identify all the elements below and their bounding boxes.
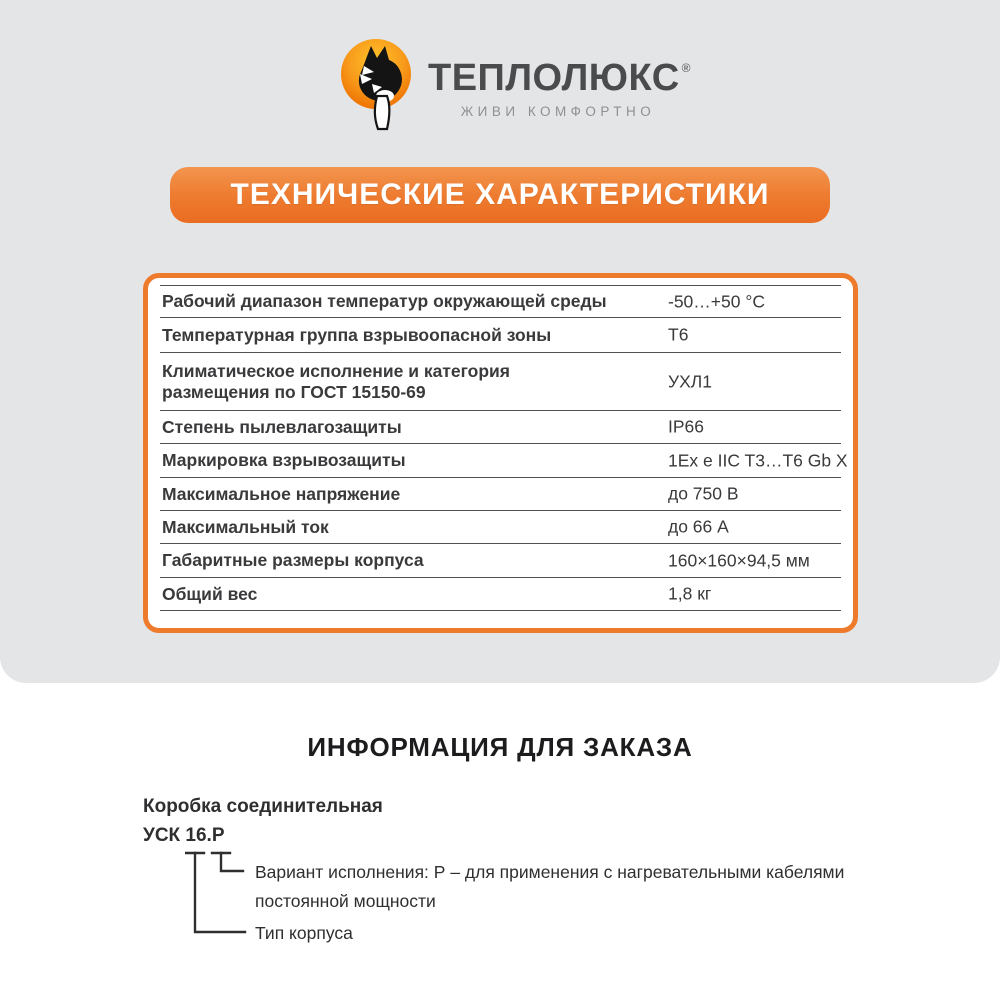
cat-logo-icon xyxy=(338,36,414,132)
spec-value: 1Ex e IIC T3…T6 Gb X xyxy=(668,450,848,470)
section-banner xyxy=(170,167,830,223)
product-name: Коробка соединительная xyxy=(143,796,383,817)
model-code-callout-lines xyxy=(185,850,255,938)
brand-text: ТЕПЛОЛЮКС xyxy=(428,57,680,99)
spec-value: 160×160×94,5 мм xyxy=(668,550,810,570)
variant-callout-line1: Вариант исполнения: Р – для применения с нагревательными кабелями xyxy=(255,862,845,882)
table-row xyxy=(160,511,841,544)
spec-value: -50…+50 °C xyxy=(668,291,765,311)
trademark-symbol: ® xyxy=(681,61,691,75)
spec-label: Степень пылевлагозащиты xyxy=(162,416,402,437)
body-type-callout-text: Тип корпуса xyxy=(255,923,353,943)
table-row xyxy=(160,478,841,511)
order-section-heading: ИНФОРМАЦИЯ ДЛЯ ЗАКАЗА xyxy=(307,732,693,762)
table-row xyxy=(160,578,841,611)
spec-label: Габаритные размеры корпуса xyxy=(162,550,424,570)
table-row xyxy=(160,444,848,478)
table-row xyxy=(160,544,841,578)
table-row xyxy=(160,353,841,411)
brand-block xyxy=(428,48,691,119)
spec-table xyxy=(143,273,858,633)
spec-value: до 66 А xyxy=(668,516,729,537)
table-row xyxy=(160,411,841,444)
model-code: УСК 16.Р xyxy=(143,825,225,846)
variant-callout-text xyxy=(255,858,915,916)
brand-tagline: ЖИВИ КОМФОРТНО xyxy=(460,104,656,119)
spec-label-line1: Климатическое исполнение и категория xyxy=(162,360,511,381)
variant-callout-line2: постоянной мощности xyxy=(255,891,436,911)
spec-label: Рабочий диапазон температур окружающей среды xyxy=(162,291,607,311)
spec-value: 1,8 кг xyxy=(668,583,712,604)
spec-value: до 750 В xyxy=(668,483,739,504)
spec-value: IP66 xyxy=(668,416,704,437)
spec-value: Т6 xyxy=(668,324,689,345)
spec-label: Максимальный ток xyxy=(162,516,329,537)
spec-label: Общий вес xyxy=(162,583,258,604)
table-row xyxy=(160,285,841,318)
spec-value: УХЛ1 xyxy=(668,371,713,391)
section-banner-title: ТЕХНИЧЕСКИЕ ХАРАКТЕРИСТИКИ xyxy=(230,178,770,211)
spec-label: Максимальное напряжение xyxy=(162,483,401,504)
spec-label: Маркировка взрывозащиты xyxy=(162,450,406,470)
brand-name xyxy=(428,48,691,99)
table-row xyxy=(160,318,841,353)
spec-label-line2: размещения по ГОСТ 15150-69 xyxy=(162,381,426,402)
spec-label: Температурная группа взрывоопасной зоны xyxy=(162,324,552,345)
spec-label xyxy=(160,361,630,403)
